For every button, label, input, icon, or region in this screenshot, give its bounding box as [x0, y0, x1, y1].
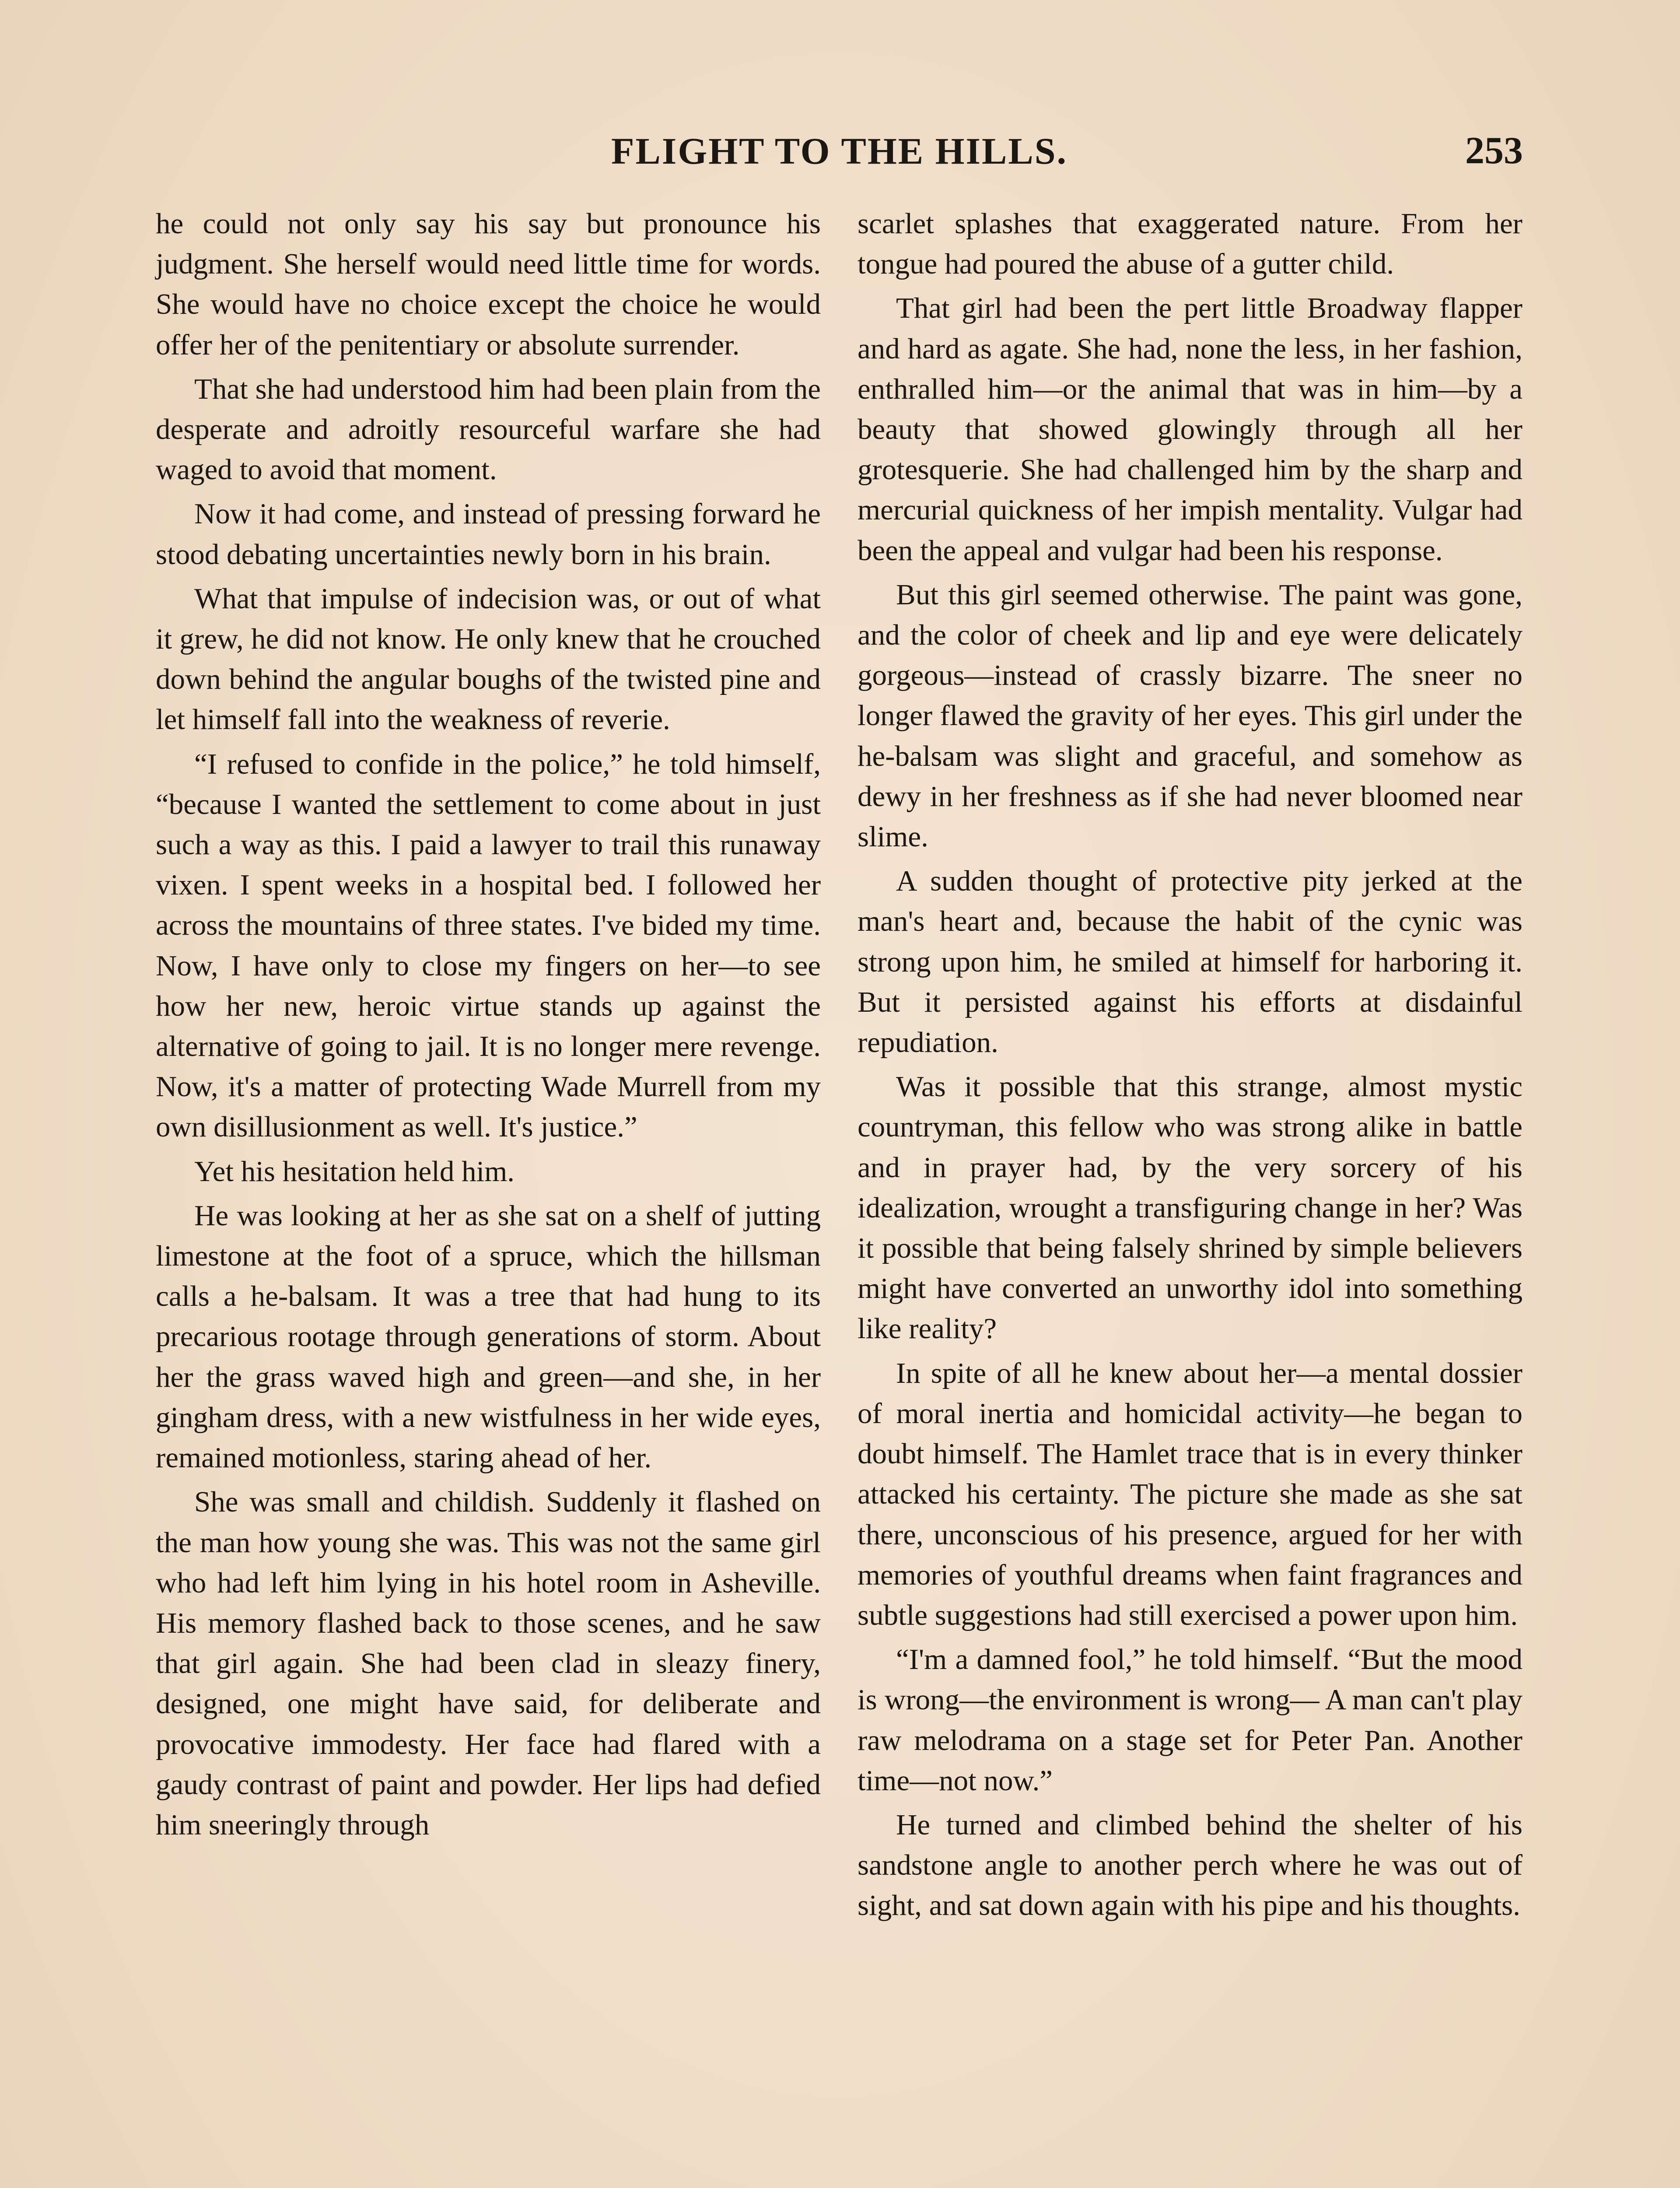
right-column: [858, 203, 1522, 1930]
paragraph: But this girl seemed otherwise. The paint was gone, and the color of cheek and lip and eye were delicately gorgeous—instead of crassly bizarre. The sneer no longer flawed the gravity of her eyes. This girl under the he-balsam was slight and graceful, and somehow as dewy in her freshness as if she had never bloomed near slime.: [858, 578, 1522, 853]
paragraph: “I'm a damned fool,” he told himself. “But the mood is wrong—the environment is wrong— A man can't play raw melodrama on a stage set for Peter Pan. Another time—not now.”: [858, 1643, 1522, 1797]
paragraph: That she had understood him had been plain from the desperate and adroitly resourceful warfare she had waged to avoid that moment.: [156, 372, 821, 486]
paragraph: Yet his hesitation held him.: [194, 1155, 515, 1188]
paragraph: In spite of all he knew about her—a mental dossier of moral inertia and homicidal activity—he began to doubt himself. The Hamlet trace that is in every thinker attacked his certainty. The picture she made as she sat there, unconscious of his presence, argued for her with memories of youthful dreams when faint fragrances and subtle suggestions had still exercised a power upon him.: [858, 1357, 1522, 1631]
paragraph: That girl had been the pert little Broadway flapper and hard as agate. She had, none the less, in her fashion, enthralled him—or the animal that was in him—by a beauty that showed glowingly through all her grotesquerie. She had challenged him by the sharp and mercurial quickness of her impish mentality. Vulgar had been the appeal and vulgar had been his response.: [858, 292, 1522, 567]
page-number: 253: [1465, 130, 1523, 172]
paragraph: “I refused to confide in the police,” he told himself, “because I wanted the settlement to come about in just such a way as this. I paid a lawyer to trail this runaway vixen. I spent weeks in a hospital bed. I followed her across the mountains of three states. I've bided my time. Now, I have only to close my fingers on her—to see how her new, heroic virtue stands up against the alternative of going to jail. It is no longer mere revenge. Now, it's a matter of protecting Wade Murrell from my own disillusionment as well. It's justice.”: [156, 747, 821, 1143]
paragraph: A sudden thought of protective pity jerked at the man's heart and, because the habit of the cynic was strong upon him, he smiled at himself for harboring it. But it persisted against his efforts at disdainful repudiation.: [858, 865, 1522, 1059]
left-column: [156, 203, 821, 1849]
paragraph: What that impulse of indecision was, or out of what it grew, he did not know. He only knew that he crouched down behind the angular boughs of the twisted pine and let himself fall into the weakness of reverie.: [156, 582, 821, 736]
paragraph: She was small and childish. Suddenly it flashed on the man how young she was. This was not the same girl who had left him lying in his hotel room in Asheville. His memory flashed back to those scenes, and he saw that girl again. She had been clad in sleazy finery, designed, one might have said, for deliberate and provocative immodesty. Her face had flared with a gaudy contrast of paint and powder. Her lips had defied him sneeringly through: [156, 1486, 821, 1841]
running-title: FLIGHT TO THE HILLS.: [611, 130, 1068, 172]
running-header: [156, 127, 1523, 175]
paragraph: he could not only say his say but pronounce his judgment. She herself would need little time for words. She would have no choice except the choice he would offer her of the penitentiary or absolute surrender.: [156, 207, 821, 361]
paragraph: Was it possible that this strange, almost mystic countryman, this fellow who was strong alike in battle and in prayer had, by the very sorcery of his idealization, wrought a transfiguring change in her? Was it possible that being falsely shrined by simple believers might have converted an unworthy idol into something like reality?: [858, 1070, 1522, 1345]
paragraph: Now it had come, and instead of pressing forward he stood debating uncertainties newly born in his brain.: [156, 498, 821, 571]
paragraph: He was looking at her as she sat on a shelf of jutting limestone at the foot of a spruce, which the hillsman calls a he-balsam. It was a tree that had hung to its precarious rootage through generations of storm. About her the grass waved high and green—and she, in her gingham dress, with a new wistfulness in her wide eyes, remained motionless, staring ahead of her.: [156, 1199, 821, 1474]
paragraph: scarlet splashes that exaggerated nature. From her tongue had poured the abuse of a gutter child.: [858, 207, 1522, 281]
paragraph: He turned and climbed behind the shelter of his sandstone angle to another perch where he was out of sight, and sat down again with his pipe and his thoughts.: [858, 1808, 1522, 1922]
